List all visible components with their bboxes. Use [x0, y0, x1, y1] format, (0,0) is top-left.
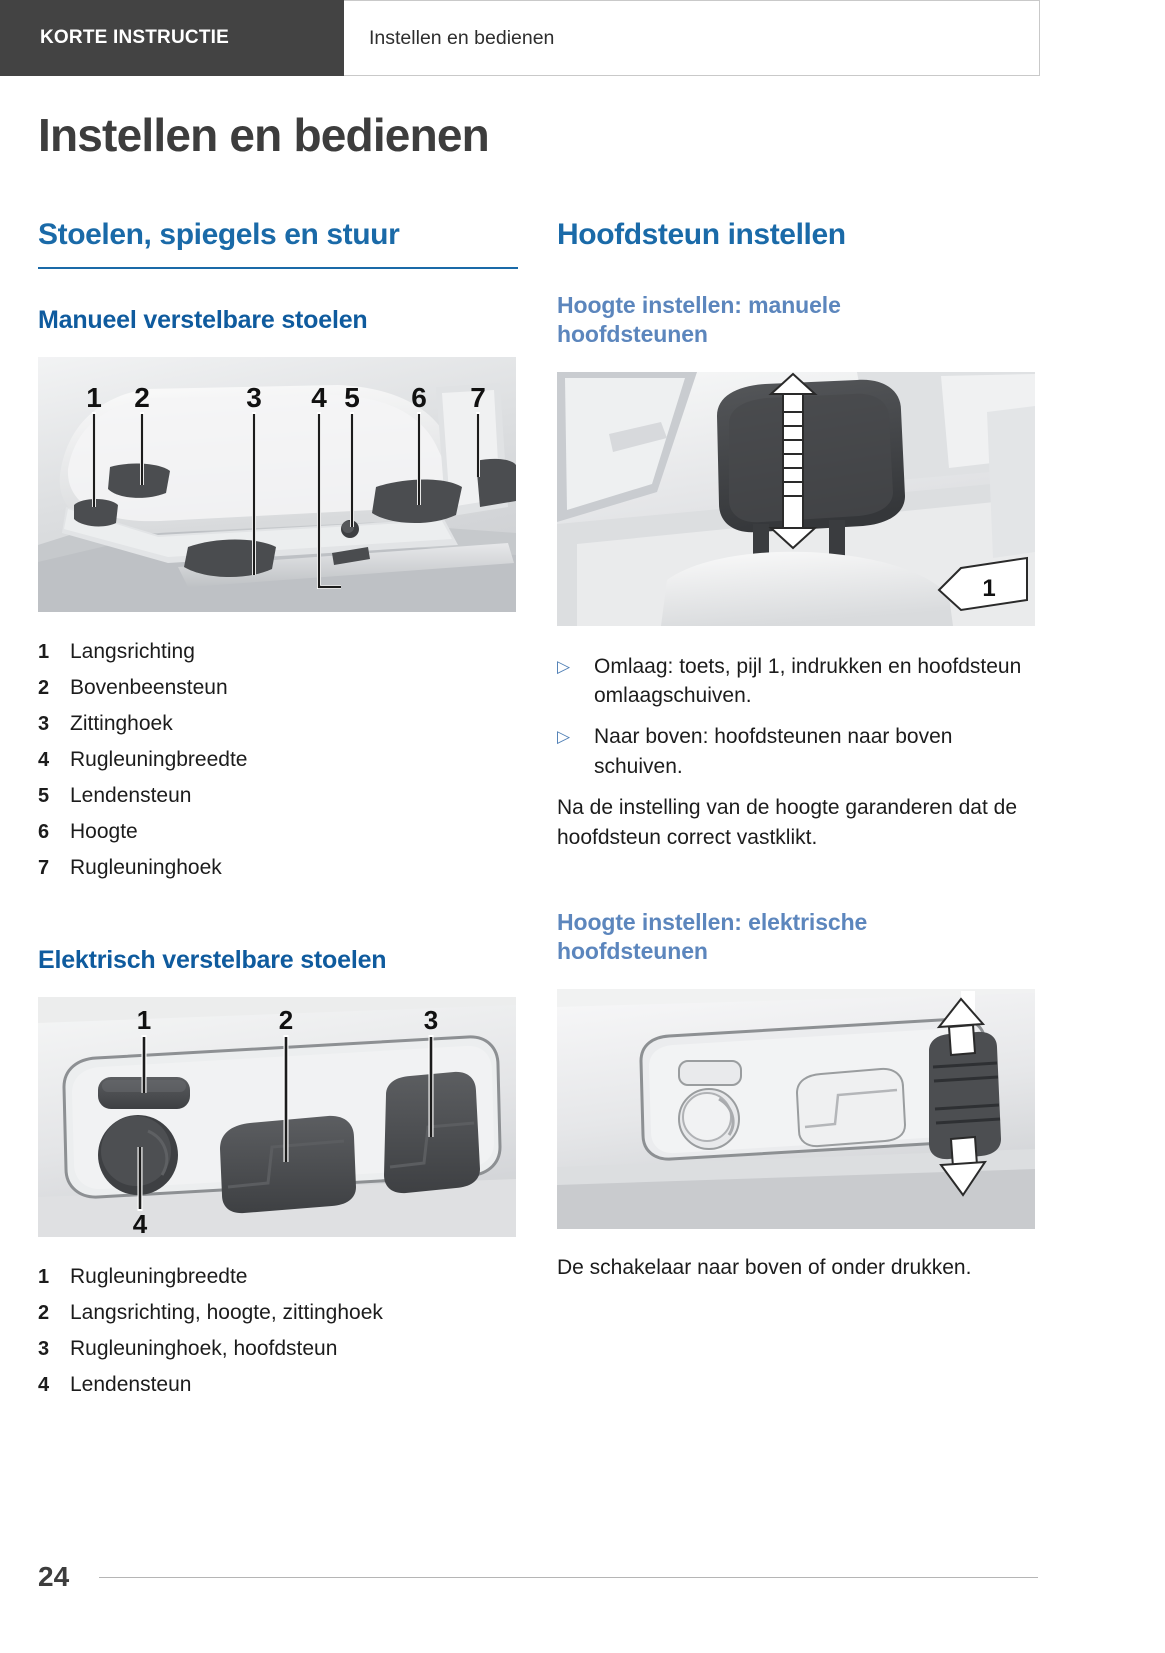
figure-electric-headrest: [557, 989, 1035, 1229]
list-item: [38, 1367, 518, 1403]
triangle-bullet-icon: ▷: [557, 656, 571, 676]
figure-callout-3: 3: [246, 381, 262, 413]
breadcrumb-label: Instellen en bedienen: [369, 26, 555, 49]
page-title: Instellen en bedienen: [38, 109, 489, 161]
list-item-index: 6: [38, 821, 50, 844]
figure-electric-headrest-illustration: [557, 989, 1035, 1229]
list-item: [38, 742, 518, 778]
triangle-bullet-icon: ▷: [557, 727, 571, 747]
list-item-label: Rugleuninghoek: [70, 856, 222, 880]
page-footer: [38, 1561, 1038, 1593]
list-item-index: 5: [38, 785, 50, 808]
page-number: 24: [38, 1561, 70, 1592]
list-item-index: 2: [38, 676, 50, 699]
left-column: [38, 218, 518, 1403]
figure-callout-7: 7: [470, 381, 486, 413]
bullet-item-text: Naar boven: hoofdsteunen naar boven schuiven.: [594, 725, 953, 778]
memory-button-shape: [679, 1061, 741, 1085]
list-item-label: Lendensteun: [70, 1372, 192, 1396]
right-column: [557, 218, 1037, 1403]
list-item: [38, 670, 518, 706]
footer-divider: [99, 1577, 1038, 1578]
breadcrumb: [344, 0, 1040, 76]
bullet-item-text: Omlaag: toets, pijl 1, indrukken en hoofdsteun omlaagschuiven.: [594, 654, 1022, 708]
figure-manual-seat-illustration: [38, 357, 516, 612]
header-category-label: KORTE INSTRUCTIE: [40, 27, 229, 48]
heading-electric-headrest: Hoogte instellen: elektrische hoofdsteunen: [557, 909, 868, 965]
figure-callout-1: 1: [136, 1004, 152, 1035]
figure-manual-headrest-illustration: [557, 372, 1035, 626]
list-item-index: 3: [38, 713, 50, 736]
figure-callout-1: 1: [86, 381, 102, 413]
note-electric-headrest: De schakelaar naar boven of onder drukken.: [557, 1255, 972, 1279]
list-item-index: 2: [38, 1301, 50, 1324]
list-item-label: Rugleuningbreedte: [70, 1264, 248, 1288]
list-item-label: Zittinghoek: [70, 712, 173, 736]
figure-electric-seat-illustration: [38, 997, 516, 1237]
list-item-index: 3: [38, 1337, 50, 1360]
heading-electric-seats: Elektrisch verstelbare stoelen: [38, 945, 387, 974]
page-header: [0, 0, 1040, 76]
list-item-index: 7: [38, 857, 50, 880]
list-item-index: 1: [38, 1265, 50, 1288]
list-item-index: 4: [38, 1373, 50, 1396]
list-item-label: Bovenbeensteun: [70, 675, 228, 699]
content-columns: [38, 218, 1038, 1403]
list-item-label: Hoogte: [70, 820, 138, 844]
list-item-label: Rugleuninghoek, hoofdsteun: [70, 1336, 338, 1360]
list-item-label: Langsrichting: [70, 639, 195, 663]
instructions-manual-headrest: [557, 652, 1037, 782]
figure-callout-2: 2: [278, 1004, 294, 1035]
figure-callout-4: 4: [311, 381, 327, 413]
note-manual-headrest: Na de instelling van de hoogte garanderen dat de hoofdsteun correct vastklikt.: [557, 796, 1018, 849]
figure-manual-headrest: [557, 372, 1035, 626]
list-item: [38, 814, 518, 850]
list-item-index: 4: [38, 749, 50, 772]
list-item: [38, 706, 518, 742]
list-item: [38, 1331, 518, 1367]
heading-manual-seats: Manueel verstelbare stoelen: [38, 305, 368, 334]
list-item: [38, 634, 518, 670]
figure-callout-3: 3: [423, 1004, 439, 1035]
bullet-item: [557, 722, 1037, 781]
list-item: [38, 778, 518, 814]
left-section-heading: Stoelen, spiegels en stuur: [38, 218, 518, 269]
figure-callout-1: 1: [982, 574, 996, 602]
seat-switch-shape: [797, 1069, 905, 1146]
figure-callout-6: 6: [411, 381, 427, 413]
list-item-label: Langsrichting, hoogte, zittinghoek: [70, 1300, 383, 1324]
figure-electric-seat-controls: [38, 997, 516, 1237]
heading-manual-headrest: Hoogte instellen: manuele hoofdsteunen: [557, 291, 841, 348]
legend-manual-seats: [38, 634, 518, 887]
list-item-index: 1: [38, 640, 50, 663]
figure-callout-4: 4: [132, 1208, 148, 1237]
right-section-heading: Hoofdsteun instellen: [557, 218, 846, 251]
legend-electric-seats: [38, 1259, 518, 1403]
list-item: [38, 1295, 518, 1331]
bullet-item: [557, 652, 1037, 711]
list-item: [38, 850, 518, 886]
list-item: [38, 1259, 518, 1295]
list-item-label: Rugleuningbreedte: [70, 748, 248, 772]
header-category-tag: [0, 0, 344, 76]
figure-callout-5: 5: [344, 381, 360, 413]
list-item-label: Lendensteun: [70, 784, 192, 808]
figure-manual-seat-controls: [38, 357, 516, 612]
figure-callout-2: 2: [134, 381, 150, 413]
